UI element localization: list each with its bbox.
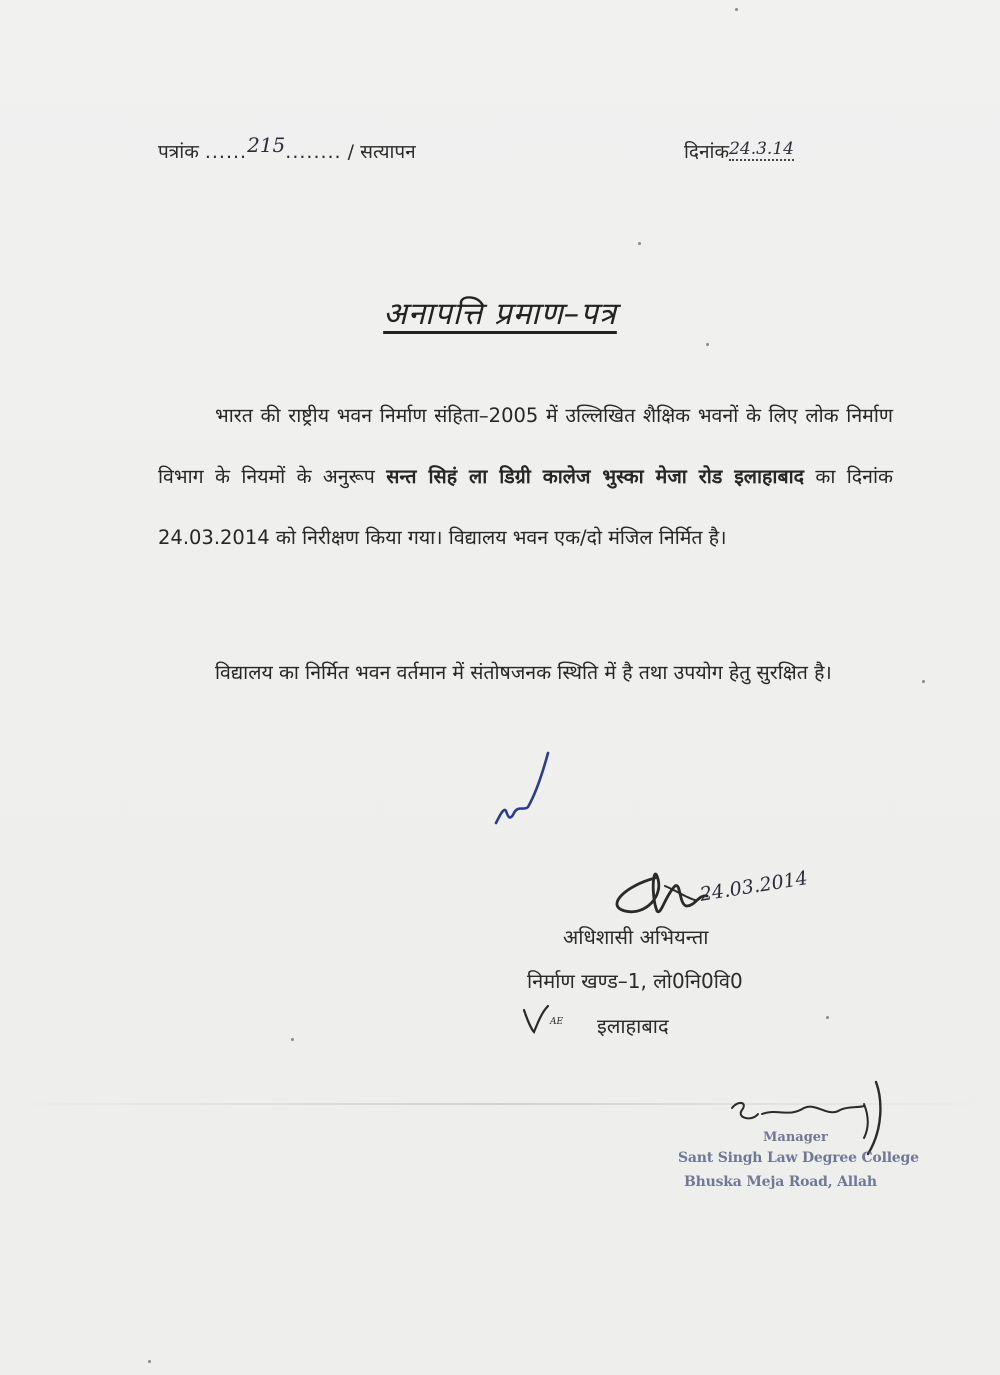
- institution-name: सन्त सिहं ला डिग्री कालेज भुस्का मेजा रोड इलाहाबाद: [386, 465, 804, 488]
- paper-speck: [148, 1360, 151, 1363]
- ref-label: पत्रांक: [158, 141, 199, 163]
- body-paragraph-1: [158, 385, 893, 568]
- ref-dots: ......: [204, 141, 248, 163]
- date-value: 24.3.14: [729, 139, 794, 159]
- signatory-designation: अधिशासी अभियन्ता: [563, 925, 709, 949]
- paper-speck: [291, 1038, 294, 1041]
- ref-suffix: / सत्यापन: [347, 141, 416, 163]
- signatory-division: निर्माण खण्ड–1, लो0नि0वि0: [527, 969, 743, 993]
- para1-text-start: भारत की राष्ट्रीय भवन निर्माण संहिता–2005 में उल्लिखित शैक्षिक भवनों के लिए लोक निर्माण विभाग के नियमों के अनुरूप: [158, 404, 893, 488]
- paper-speck: [735, 8, 738, 11]
- ink-tick-mark: [488, 745, 558, 845]
- stamp-institution: Sant Singh Law Degree College: [678, 1150, 919, 1166]
- ae-initials-mark: [520, 1000, 580, 1038]
- signatory-city: इलाहाबाद: [597, 1014, 669, 1038]
- stamp-role: Manager: [763, 1130, 828, 1145]
- initials-text: AE: [550, 1017, 564, 1027]
- para1-text-end: का दिनांक 24.03.2014 को निरीक्षण किया गया। विद्यालय भवन एक/दो मंजिल निर्मित है।: [158, 465, 893, 549]
- body-paragraph-2: विद्यालय का निर्मित भवन वर्तमान में संतोषजनक स्थिति में है तथा उपयोग हेतु सुरक्षित है।: [215, 661, 832, 684]
- paper-speck: [638, 242, 641, 245]
- date-line: [684, 138, 794, 165]
- paper-speck: [826, 1016, 829, 1019]
- paper-speck: [922, 680, 925, 683]
- ref-number: 215: [247, 133, 286, 157]
- ref-dots: ........: [285, 141, 342, 163]
- stamp-address: Bhuska Meja Road, Allah: [684, 1174, 877, 1190]
- document-title: अनापत्ति प्रमाण–पत्र: [383, 296, 617, 332]
- signature-date: 24.03.2014: [698, 867, 810, 906]
- paper-speck: [706, 343, 709, 346]
- date-label: दिनांक: [684, 141, 730, 163]
- manager-signature: [728, 1078, 908, 1158]
- reference-number-line: [158, 133, 416, 164]
